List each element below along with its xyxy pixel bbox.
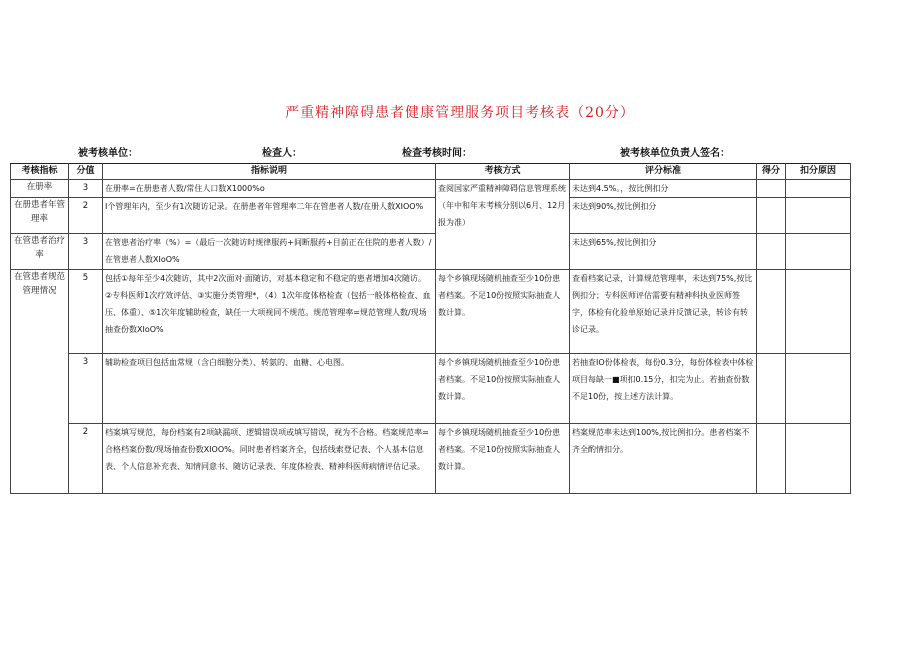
inspector-label: 检查人：	[262, 148, 302, 159]
criteria-cell: 若抽查IO份体检表，每份0.3分，每份体检表中体检项目每缺一■项扣0.15分，扣完为止。若抽查份数不足10份，按上述方法计算。	[570, 354, 757, 424]
page-title: 严重精神障碍患者健康管理服务项目考核表（20分）	[285, 105, 635, 121]
method-cell: 查阅国家严重精神障碍信息管理系统（年中和年末考核分别以6月、12月报为准）	[436, 180, 570, 270]
assessment-table	[10, 163, 851, 494]
deduction-reason-cell[interactable]	[786, 180, 851, 198]
table-row	[11, 234, 851, 270]
deduction-reason-cell[interactable]	[786, 270, 851, 354]
score-cell: 5	[69, 270, 103, 354]
description-cell: 包括①每年至少4次随访，其中2次面对·面随访，对基本稳定和不稳定的患者增加4次随访。②专科医师1次疗效评估、③实施分类管理*，（4）1次年度体格检查（包括一般体格检查、血压、体重）、⑤1次年度辅助检查，缺任一大项视同不规范。规范管理率=规范管理人数/现场抽查份数XIoO%	[103, 270, 436, 354]
description-cell: 在册率=在册患者人数/常住人口数X1000%o	[103, 180, 436, 198]
header-criteria: 评分标准	[570, 164, 757, 180]
description-cell: 辅助检查项目包括血常规（含白细胞分类）、转氨的、血糖、心电图。	[103, 354, 436, 424]
criteria-cell: 未达到90%,按比例扣分	[570, 198, 757, 234]
description-cell: I个管理年内，至少有1次随访记录。在册患者年管理率二年在管患者人数/在册人数XIOO%	[103, 198, 436, 234]
deduction-reason-cell[interactable]	[786, 234, 851, 270]
deduction-reason-cell[interactable]	[786, 354, 851, 424]
table-row	[11, 354, 851, 424]
header-indicator: 考核指标	[11, 164, 69, 180]
indicator-cell: 在册率	[11, 180, 69, 198]
method-cell: 每个乡镇现场随机抽查至少10份患者档案。不足10份按照实际抽查人数计算。	[436, 270, 570, 354]
method-cell: 每个乡镇现场随机抽查至少10份患者档案。不足10份按照实际抽查人数计算。	[436, 354, 570, 424]
score-cell: 3	[69, 234, 103, 270]
header-deduction-reason: 扣分原因	[786, 164, 851, 180]
assessed-unit-label: 被考核单位：	[78, 148, 138, 159]
points-cell[interactable]	[757, 198, 786, 234]
points-cell[interactable]	[757, 234, 786, 270]
header-description: 指标说明	[103, 164, 436, 180]
criteria-cell: 查看档案记录，计算规范管理率，未达到75%,按比例扣分；专科医师评估需要有精神科执业医师签字，体检有化验单原始记录并反馈记录，转诊有转诊记录。	[570, 270, 757, 354]
score-cell: 2	[69, 424, 103, 494]
header-method: 考核方式	[436, 164, 570, 180]
criteria-cell: 未达到4.5%。，按比例扣分	[570, 180, 757, 198]
points-cell[interactable]	[757, 424, 786, 494]
description-cell: 档案填写规范，每份档案有2项缺漏项、逻辑错误项或填写错误，视为不合格。档案规范率=合格档案份数/现场抽查份数XIOO%。同时患者档案齐全，包括线索登记表、个人基本信息表、个人信息补充表、知情同意书、随访记录表、年度体检表、精神科医师病情评估记录。	[103, 424, 436, 494]
table-header-row	[11, 164, 851, 180]
score-cell: 2	[69, 198, 103, 234]
indicator-cell: 在管患者治疗率	[11, 234, 69, 270]
description-cell: 在管患者治疗率（%）=（最后一次随访时规律服药+间断服药+目前正在住院的患者人数）/在管患者人数XIoO%	[103, 234, 436, 270]
score-cell: 3	[69, 180, 103, 198]
table-row	[11, 180, 851, 198]
group-indicator-cell: 在管患者规范管理情况	[11, 270, 69, 494]
criteria-cell: 未达到65%,按比例扣分	[570, 234, 757, 270]
deduction-reason-cell[interactable]	[786, 198, 851, 234]
table-row	[11, 424, 851, 494]
assessment-time-label: 检查考核时间：	[402, 148, 472, 159]
criteria-cell: 档案规范率未达到100%,按比例扣分。患者档案不齐全酌情扣分。	[570, 424, 757, 494]
method-cell: 每个乡镇现场随机抽查至少10份患者档案。不足10份按照实际抽查人数计算。	[436, 424, 570, 494]
header-points: 得分	[757, 164, 786, 180]
score-cell: 3	[69, 354, 103, 424]
indicator-cell: 在册患者年管理率	[11, 198, 69, 234]
points-cell[interactable]	[757, 180, 786, 198]
header-score: 分值	[69, 164, 103, 180]
points-cell[interactable]	[757, 354, 786, 424]
table-row	[11, 270, 851, 354]
deduction-reason-cell[interactable]	[786, 424, 851, 494]
table-row	[11, 198, 851, 234]
signature-label: 被考核单位负责人签名：	[620, 148, 730, 159]
points-cell[interactable]	[757, 270, 786, 354]
